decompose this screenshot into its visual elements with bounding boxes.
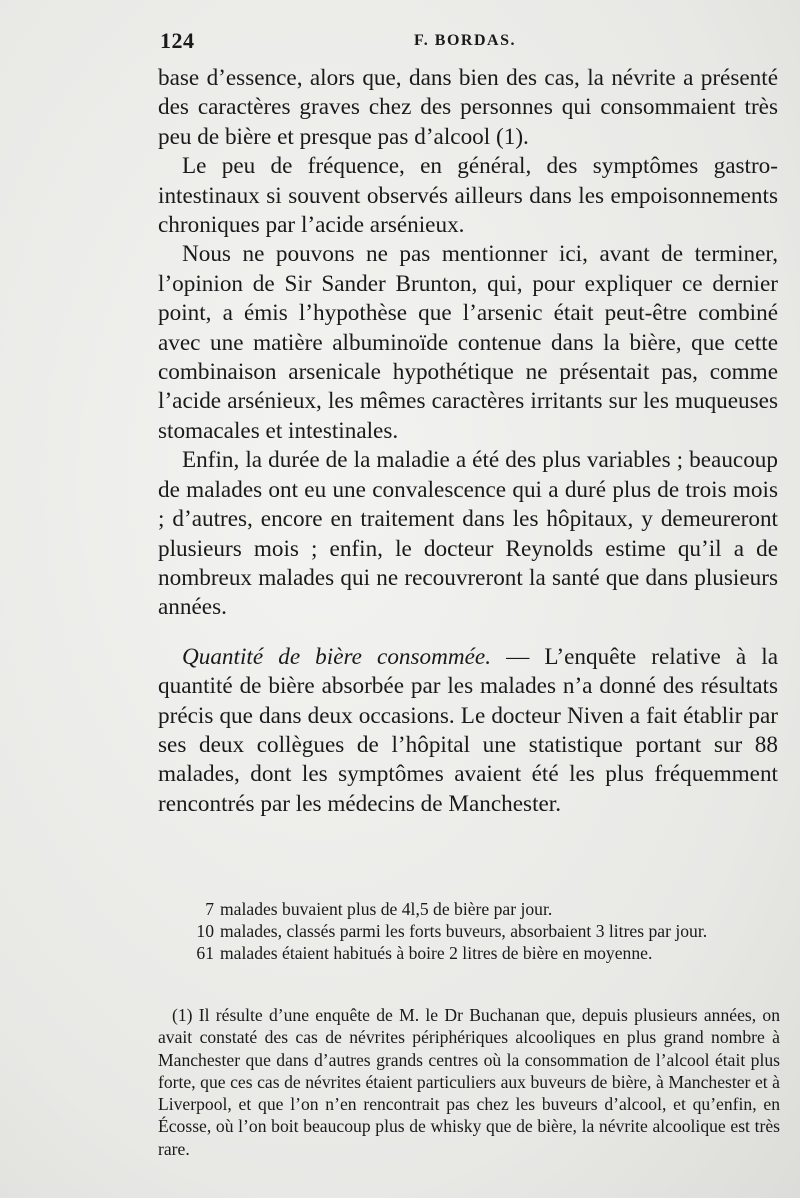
body-text <box>158 64 778 819</box>
running-title: F. BORDAS. <box>414 32 516 49</box>
statistics-list <box>158 898 780 964</box>
statistics-count: 7 <box>205 899 214 919</box>
footnote-text: (1) Il résulte d’une enquête de M. le Dr Buchanan que, depuis plusieurs années, on avait constaté des cas de névrites périphériques alcooliques en plus grand nombre à Manchester que dans d’autres grands centres où la consommation de l’alcool était plus forte, que ces cas de névrites étaient particuliers aux buveurs de bière, à Manchester et à Liverpool, et que l’on n’en rencontrait pas chez les buveurs d’alcool, et qu’enfin, en Écosse, où l’on boit beaucoup plus de whisky que de bière, la névrite alcoolique est très rare. <box>158 1005 780 1159</box>
section-title: Quantité de bière consommée. <box>182 643 492 670</box>
statistics-text: malades étaient habitués à boire 2 litres de bière en moyenne. <box>220 943 653 963</box>
paragraph-beer-quantity-text: — L’enquête relative à la quantité de bière absorbée par les malades n’a donné des résultats précis que dans deux occasions. Le docteur Niven a fait établir par ses deux collègues de l’hôpital une statistique portant sur 88 malades, dont les symptômes avaient été les plus fréquemment rencontrés par les médecins de Manchester. <box>158 643 778 817</box>
statistics-text: malades, classés parmi les forts buveurs, absorbaient 3 litres par jour. <box>220 921 708 941</box>
paragraph-continuation: base d’essence, alors que, dans bien des cas, la névrite a présenté des caractères graves chez des personnes qui consommaient très peu de bière et presque pas d’alcool (1). <box>158 65 778 150</box>
paragraph-beer-quantity <box>158 643 778 819</box>
page-number: 124 <box>160 28 195 53</box>
statistics-row <box>158 942 780 964</box>
paragraph-disease-duration: Enfin, la durée de la maladie a été des plus variables ; beaucoup de malades ont eu une convalescence qui a duré plus de trois mois ; d’autres, encore en traitement dans les hôpitaux, y demeureront plusieurs mois ; enfin, le docteur Reynolds estime qu’il a de nombreux malades qui ne recouvreront la santé que dans plusieurs années. <box>158 447 778 621</box>
paragraph-gastro-symptoms: Le peu de fréquence, en général, des symptômes gastro-intestinaux si souvent observés ailleurs dans les empoisonnements chroniques par l’acide arsénieux. <box>158 153 778 239</box>
statistics-row <box>158 898 780 920</box>
footnote <box>158 1004 780 1160</box>
statistics-count: 61 <box>196 943 214 963</box>
statistics-count: 10 <box>196 921 214 941</box>
statistics-text: malades buvaient plus de 4l,5 de bière par jour. <box>220 899 553 919</box>
paragraph-brunton-opinion: Nous ne pouvons ne pas mentionner ici, avant de terminer, l’opinion de Sir Sander Brunton, qui, pour expliquer ce dernier point, a émis l’hypothèse que l’arsenic était peut-être combiné avec une matière albuminoïde contenue dans la bière, que cette combinaison arsenicale hypothétique ne présentait pas, comme l’acide arsénieux, les mêmes caractères irritants sur les muqueuses stomacales et intestinales. <box>158 241 778 444</box>
page-header <box>160 28 780 58</box>
statistics-row <box>158 920 780 942</box>
